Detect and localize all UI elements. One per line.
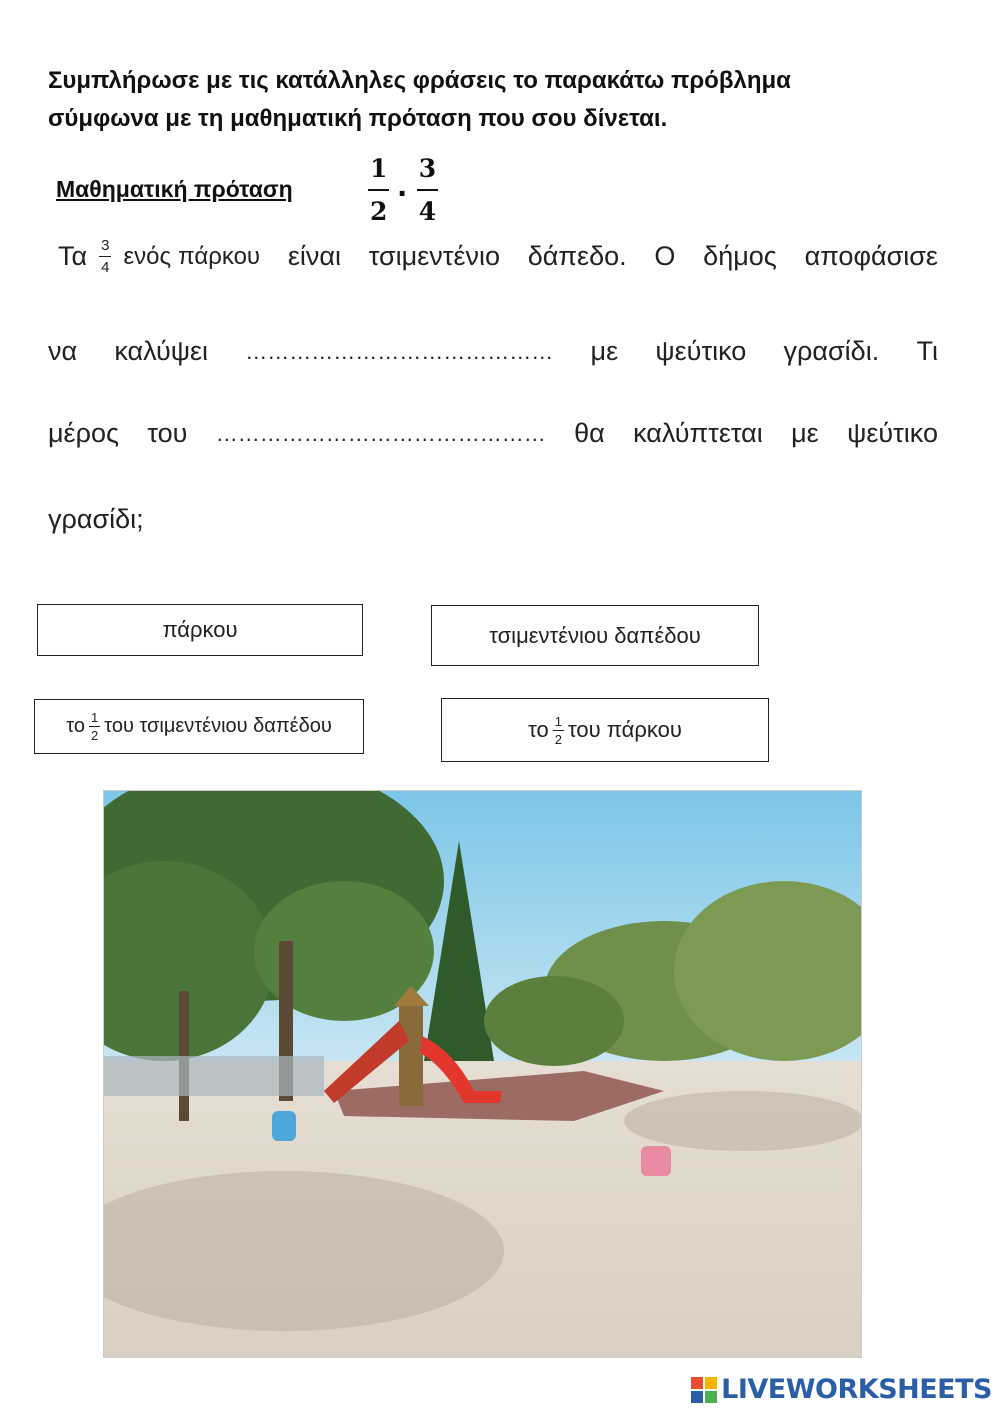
fence	[104, 1056, 324, 1096]
logo-square	[691, 1391, 703, 1403]
fraction-denominator: 2	[90, 728, 99, 743]
problem-word: ψεύτικο	[847, 418, 938, 448]
option-prefix: το	[66, 715, 85, 737]
problem-word: ψεύτικο	[655, 336, 747, 366]
blank-1[interactable]: ……………………………………	[245, 338, 554, 364]
problem-line-1	[58, 238, 938, 275]
problem-word: Τι	[916, 336, 938, 366]
math-expression	[368, 156, 438, 224]
option-half-of-park[interactable]	[441, 698, 769, 762]
fraction-one-half	[368, 156, 389, 224]
logo-square	[705, 1391, 717, 1403]
tree-shadow	[624, 1091, 861, 1151]
problem-word: δήμος	[703, 241, 777, 271]
tree-foliage	[484, 976, 624, 1066]
instructions-line-1: Συμπλήρωσε με τις κατάλληλες φράσεις το παρακάτω πρόβλημα	[48, 67, 791, 94]
logo-square	[705, 1377, 717, 1389]
liveworksheets-logo	[691, 1374, 992, 1405]
fraction-denominator: 2	[554, 731, 562, 747]
fraction-one-half	[89, 711, 100, 742]
math-sentence-label: Μαθηματική πρόταση	[56, 176, 293, 202]
problem-word: πάρκου	[178, 242, 261, 270]
fraction-numerator: 3	[418, 154, 437, 183]
option-half-of-floor[interactable]	[34, 699, 364, 754]
fraction-numerator: 1	[554, 713, 562, 729]
fraction-numerator: 1	[370, 154, 388, 183]
problem-word: Ο	[654, 241, 676, 271]
logo-square	[691, 1377, 703, 1389]
problem-word: να	[48, 336, 78, 366]
problem-word: ενός	[123, 242, 172, 270]
fraction-denominator: 4	[417, 189, 438, 224]
problem-word: αποφάσισε	[804, 241, 938, 271]
option-tsimentenio-dapedo[interactable]	[431, 605, 759, 666]
problem-word: θα	[574, 418, 605, 448]
option-label: τσιμεντένιου δαπέδου	[489, 622, 701, 648]
slide-tower	[399, 1006, 423, 1106]
problem-line-4: γρασίδι;	[48, 504, 144, 534]
park-photo	[103, 790, 862, 1358]
option-label: πάρκου	[162, 617, 238, 642]
spring-rider-pink	[641, 1146, 671, 1176]
park-photo-illustration	[104, 791, 861, 1357]
problem-word: γρασίδι.	[783, 336, 880, 366]
multiply-operator: ·	[397, 174, 409, 213]
problem-line-2	[48, 336, 938, 367]
spring-rider-blue	[272, 1111, 296, 1141]
blank-2[interactable]: ………………………………………	[215, 420, 546, 446]
fraction-numerator: 1	[90, 710, 99, 725]
option-suffix: του τσιμεντένιου δαπέδου	[104, 715, 332, 737]
problem-word: με	[791, 418, 819, 448]
problem-word: με	[590, 336, 619, 366]
problem-word: του	[147, 418, 188, 448]
fraction-three-quarters	[417, 156, 438, 224]
option-parkou[interactable]	[37, 604, 363, 656]
logo-text: LIVEWORKSHEETS	[721, 1374, 992, 1405]
fraction-three-quarters-inline	[99, 238, 111, 275]
problem-word: είναι	[287, 241, 341, 271]
fraction-denominator: 4	[99, 256, 111, 275]
problem-word: δάπεδο.	[527, 241, 627, 271]
problem-word: καλύπτεται	[633, 418, 763, 448]
fraction-numerator: 3	[101, 237, 110, 254]
fraction-denominator: 2	[368, 189, 389, 224]
logo-mark-icon	[691, 1377, 717, 1403]
option-suffix: του πάρκου	[568, 717, 682, 742]
problem-line-3	[48, 418, 938, 449]
fraction-one-half	[553, 715, 564, 746]
problem-word: τσιμεντένιο	[368, 241, 500, 271]
problem-word: μέρος	[48, 418, 119, 448]
instructions-line-2: σύμφωνα με τη μαθηματική πρόταση που σου δίνεται.	[48, 105, 668, 132]
problem-word: καλύψει	[114, 336, 209, 366]
option-prefix: το	[528, 717, 549, 742]
problem-word: Τα	[58, 241, 88, 271]
instructions	[48, 62, 948, 138]
